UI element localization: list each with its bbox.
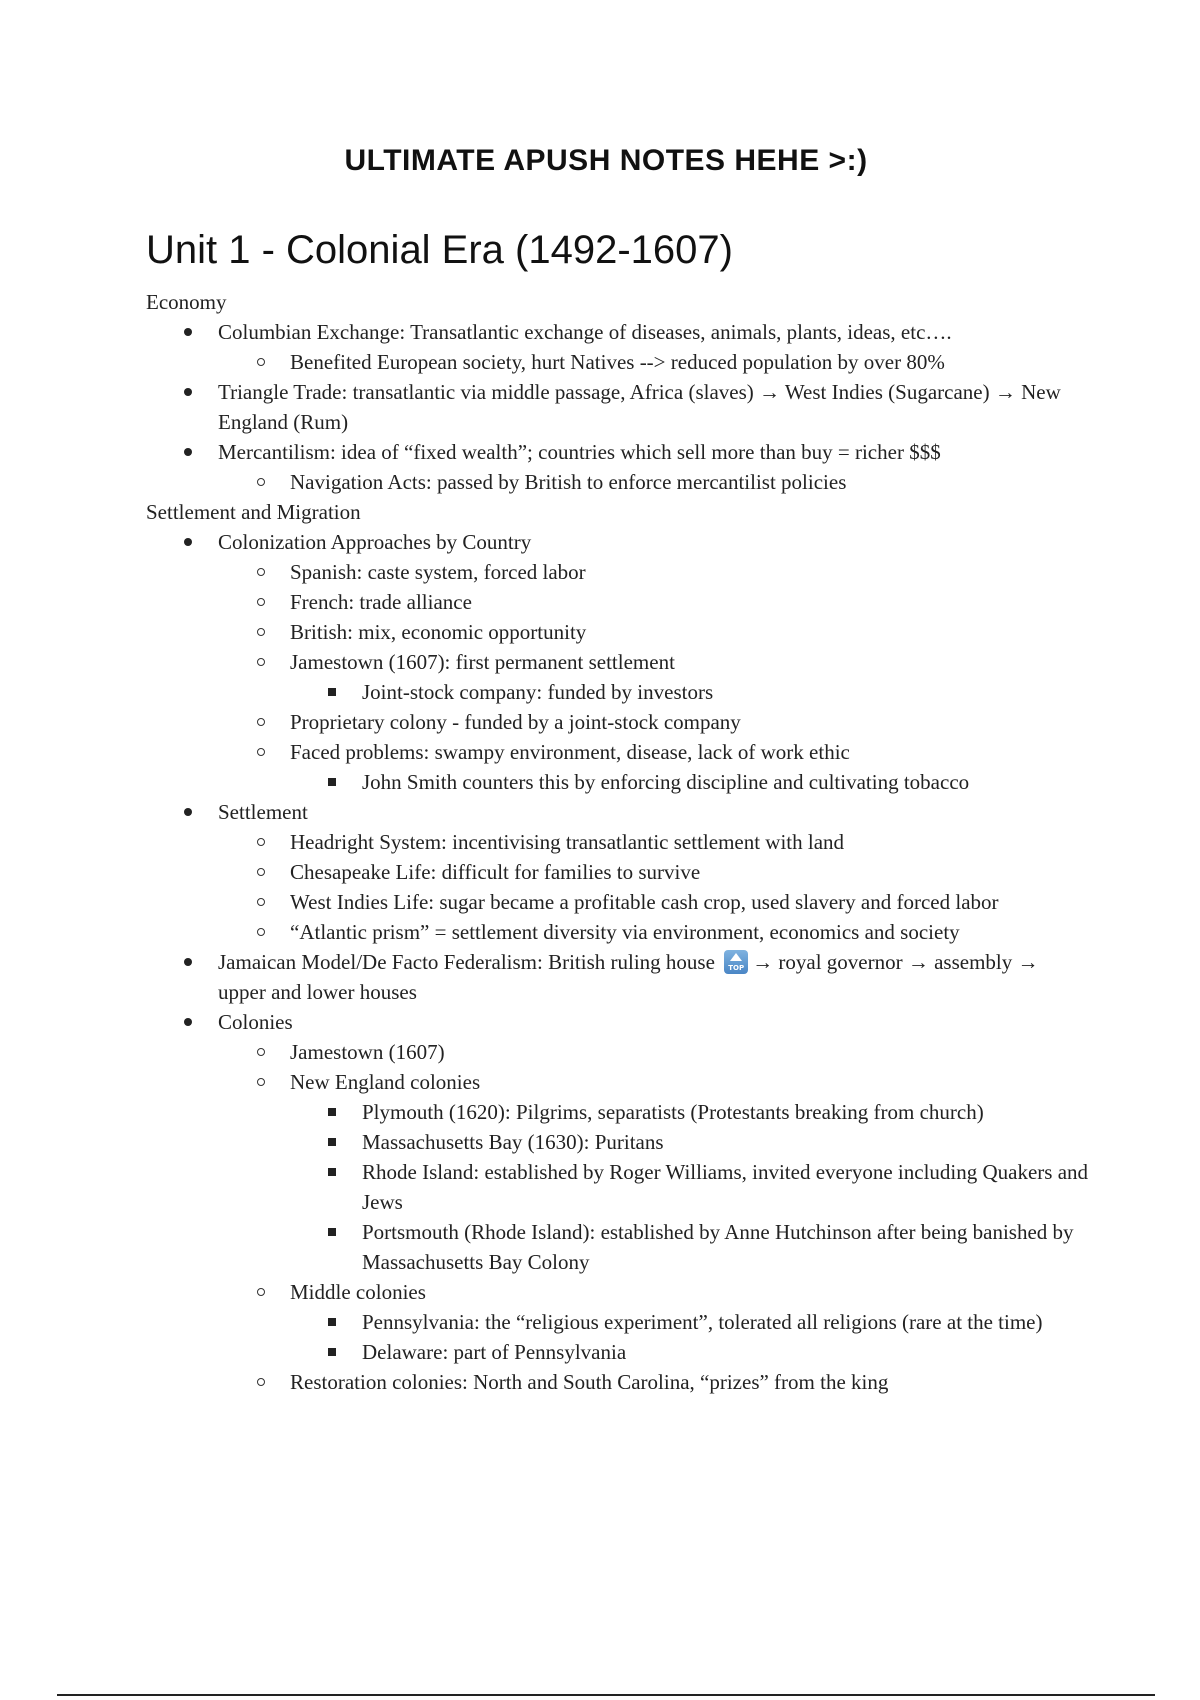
- list-item: [290, 467, 1091, 497]
- west-indies-text: West Indies Life: sugar became a profitable cash crop, used slavery and forced labor: [290, 890, 999, 914]
- sub-list: [218, 827, 1091, 947]
- list-item: [290, 617, 1091, 647]
- faced-problems-text: Faced problems: swampy environment, disease, lack of work ethic: [290, 740, 850, 764]
- plymouth-text: Plymouth (1620): Pilgrims, separatists (Protestants breaking from church): [362, 1100, 984, 1124]
- list-item: [290, 347, 1091, 377]
- restoration-colonies-text: Restoration colonies: North and South Carolina, “prizes” from the king: [290, 1370, 889, 1394]
- jamaican-model-continued-text: → royal governor → assembly → upper and lower houses: [218, 950, 1039, 1004]
- mercantilism-text: Mercantilism: idea of “fixed wealth”; countries which sell more than buy = richer $$$: [218, 440, 941, 464]
- triangle-trade-text: Triangle Trade: transatlantic via middle passage, Africa (slaves) → West Indies (Sugarcane) → New England (Rum): [218, 380, 1061, 434]
- sub-list: [218, 347, 1091, 377]
- sub-sub-list: [290, 1097, 1091, 1277]
- colonies-label: Colonies: [218, 1010, 293, 1034]
- jamestown-settlement-text: Jamestown (1607): first permanent settlement: [290, 650, 675, 674]
- delaware-text: Delaware: part of Pennsylvania: [362, 1340, 627, 1364]
- list-item: [218, 947, 1091, 1007]
- list-item: [362, 1157, 1091, 1217]
- approaches-label: Colonization Approaches by Country: [218, 530, 532, 554]
- top-arrow-icon-word: TOP: [728, 964, 745, 972]
- chesapeake-text: Chesapeake Life: difficult for families to survive: [290, 860, 701, 884]
- list-item: [290, 587, 1091, 617]
- spanish-text: Spanish: caste system, forced labor: [290, 560, 586, 584]
- list-item: [290, 1037, 1091, 1067]
- list-item: [362, 767, 1091, 797]
- list-item: [290, 1277, 1091, 1367]
- columbian-exchange-sub-text: Benefited European society, hurt Natives --> reduced population by over 80%: [290, 350, 945, 374]
- list-item: [290, 1367, 1091, 1397]
- notes-content: [146, 287, 1091, 1397]
- list-item: [218, 527, 1091, 797]
- list-item: [362, 1097, 1091, 1127]
- atlantic-prism-text: “Atlantic prism” = settlement diversity via environment, economics and society: [290, 920, 960, 944]
- document-title: ULTIMATE APUSH NOTES HEHE >:): [344, 144, 868, 177]
- british-text: British: mix, economic opportunity: [290, 620, 587, 644]
- list-item: [362, 1217, 1091, 1277]
- unit-heading: Unit 1 - Colonial Era (1492-1607): [146, 228, 733, 272]
- middle-colonies-text: Middle colonies: [290, 1280, 426, 1304]
- jamestown-colony-text: Jamestown (1607): [290, 1040, 445, 1064]
- list-item: [290, 917, 1091, 947]
- joint-stock-text: Joint-stock company: funded by investors: [362, 680, 714, 704]
- sub-list: [218, 1037, 1091, 1397]
- sub-sub-list: [290, 1307, 1091, 1367]
- page-bottom-divider: [57, 1694, 1155, 1696]
- list-item: [290, 707, 1091, 737]
- list-item: [362, 1337, 1091, 1367]
- columbian-exchange-text: Columbian Exchange: Transatlantic exchange of diseases, animals, plants, ideas, etc….: [218, 320, 952, 344]
- pennsylvania-text: Pennsylvania: the “religious experiment”, tolerated all religions (rare at the time): [362, 1310, 1043, 1334]
- portsmouth-text: Portsmouth (Rhode Island): established by Anne Hutchinson after being banished by Massachusetts Bay Colony: [362, 1220, 1074, 1274]
- list-item: [290, 737, 1091, 797]
- list-item: [362, 677, 1091, 707]
- list-item: [290, 827, 1091, 857]
- list-item: [290, 557, 1091, 587]
- list-item: [362, 1127, 1091, 1157]
- list-item: [218, 317, 1091, 377]
- list-item: [218, 437, 1091, 497]
- list-item: [218, 797, 1091, 947]
- section-label-settlement-migration: Settlement and Migration: [146, 500, 361, 524]
- sub-sub-list: [290, 677, 1091, 707]
- sub-sub-list: [290, 767, 1091, 797]
- economy-list: [146, 317, 1091, 497]
- sub-list: [218, 557, 1091, 797]
- sub-list: [218, 467, 1091, 497]
- new-england-text: New England colonies: [290, 1070, 481, 1094]
- massachusetts-bay-text: Massachusetts Bay (1630): Puritans: [362, 1130, 664, 1154]
- list-item: [290, 887, 1091, 917]
- list-item: [290, 857, 1091, 887]
- section-label-economy: Economy: [146, 290, 227, 314]
- headright-text: Headright System: incentivising transatlantic settlement with land: [290, 830, 845, 854]
- settlement-migration-list: [146, 527, 1091, 1397]
- top-arrow-icon: [724, 950, 748, 974]
- rhode-island-text: Rhode Island: established by Roger Williams, invited everyone including Quakers and Jews: [362, 1160, 1089, 1214]
- list-item: [218, 1007, 1091, 1397]
- list-item: [362, 1307, 1091, 1337]
- list-item: [290, 1067, 1091, 1277]
- jamaican-model-text: Jamaican Model/De Facto Federalism: British ruling house: [218, 950, 715, 974]
- french-text: French: trade alliance: [290, 590, 472, 614]
- settlement-label: Settlement: [218, 800, 308, 824]
- list-item: [218, 377, 1091, 437]
- navigation-acts-text: Navigation Acts: passed by British to enforce mercantilist policies: [290, 470, 847, 494]
- proprietary-colony-text: Proprietary colony - funded by a joint-stock company: [290, 710, 741, 734]
- list-item: [290, 647, 1091, 707]
- john-smith-text: John Smith counters this by enforcing discipline and cultivating tobacco: [362, 770, 970, 794]
